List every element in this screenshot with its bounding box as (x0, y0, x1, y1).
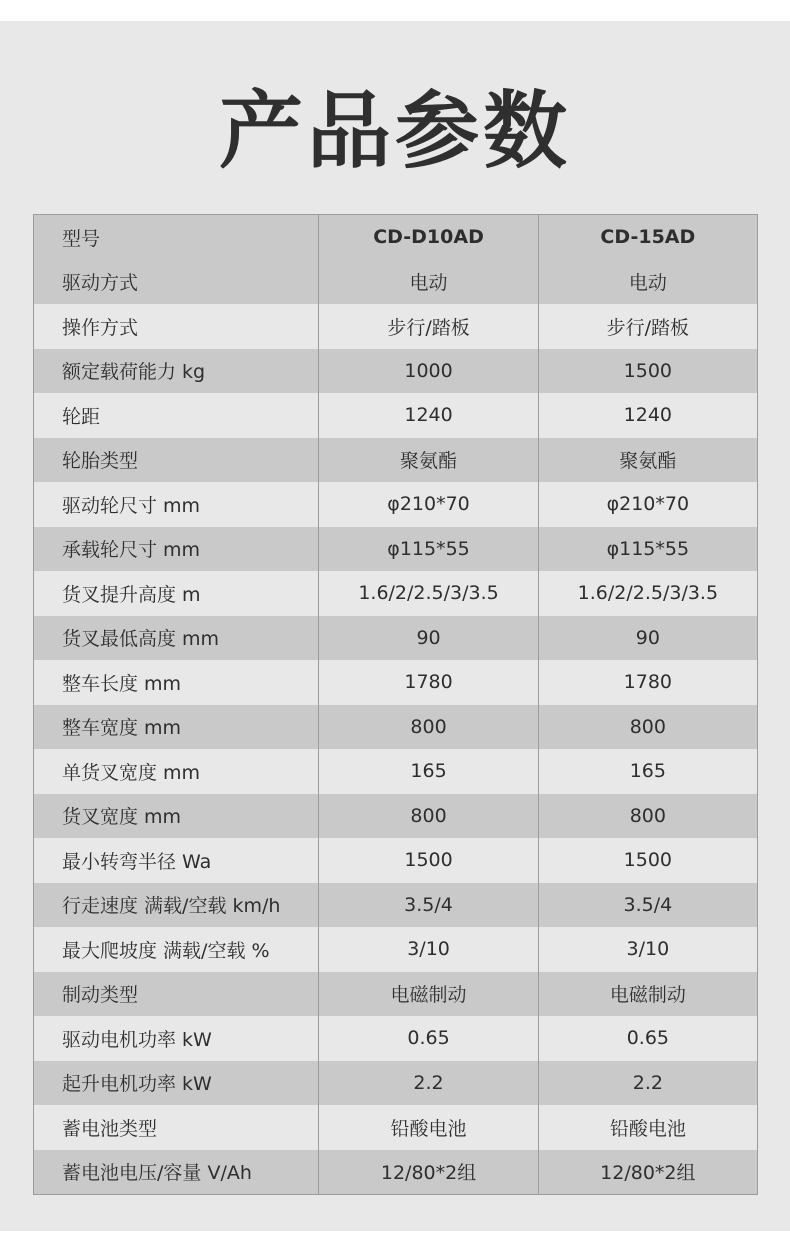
table-row (34, 660, 758, 705)
row-value: 电磁制动 (319, 972, 538, 1017)
spec-table (33, 214, 758, 1195)
row-label: 货叉最低高度 mm (62, 628, 220, 651)
row-value: 90 (319, 616, 538, 661)
table-row (34, 705, 758, 750)
table-row (34, 927, 758, 972)
row-label: 蓄电池电压/容量 V/Ah (62, 1162, 252, 1185)
row-value: 165 (538, 749, 757, 794)
row-value: 2.2 (538, 1061, 757, 1106)
table-row (34, 349, 758, 394)
row-label: 货叉提升高度 m (62, 583, 201, 606)
table-row (34, 838, 758, 883)
row-value: 铅酸电池 (319, 1105, 538, 1150)
row-value: φ210*70 (538, 482, 757, 527)
row-value: φ210*70 (319, 482, 538, 527)
table-row (34, 260, 758, 305)
row-value: 12/80*2组 (538, 1150, 757, 1195)
row-label: 操作方式 (62, 316, 139, 339)
row-value: 0.65 (319, 1016, 538, 1061)
row-label: 承载轮尺寸 mm (62, 539, 201, 562)
row-value: 12/80*2组 (319, 1150, 538, 1195)
row-label: 驱动轮尺寸 mm (62, 494, 201, 517)
row-value: φ115*55 (538, 527, 757, 572)
row-value: 1240 (538, 393, 757, 438)
table-row (34, 482, 758, 527)
row-value: 800 (538, 794, 757, 839)
table-header-row (34, 215, 758, 260)
row-label: 单货叉宽度 mm (62, 761, 201, 784)
row-value: 步行/踏板 (538, 304, 757, 349)
row-value: 3/10 (538, 927, 757, 972)
row-label: 整车宽度 mm (62, 717, 182, 740)
table-row (34, 1150, 758, 1195)
table-row (34, 304, 758, 349)
row-value: 90 (538, 616, 757, 661)
row-value: 2.2 (319, 1061, 538, 1106)
table-row (34, 1061, 758, 1106)
table-row (34, 438, 758, 483)
row-value: 3.5/4 (538, 883, 757, 928)
row-value: 1240 (319, 393, 538, 438)
row-label: 最小转弯半径 Wa (62, 850, 212, 873)
row-label: 额定载荷能力 kg (62, 361, 206, 384)
row-label: 整车长度 mm (62, 672, 182, 695)
row-value: φ115*55 (319, 527, 538, 572)
row-value: 800 (538, 705, 757, 750)
table-row (34, 1105, 758, 1150)
row-label: 最大爬坡度 满载/空载 % (62, 939, 270, 962)
row-value: 聚氨酯 (319, 438, 538, 483)
model-name: CD-D10AD (319, 215, 538, 260)
table-row (34, 1016, 758, 1061)
table-row (34, 616, 758, 661)
table-row (34, 527, 758, 572)
table-row (34, 393, 758, 438)
row-value: 1500 (319, 838, 538, 883)
row-label: 起升电机功率 kW (62, 1073, 212, 1096)
row-value: 1.6/2/2.5/3/3.5 (538, 571, 757, 616)
spec-sheet-panel (0, 21, 790, 1231)
row-value: 1.6/2/2.5/3/3.5 (319, 571, 538, 616)
row-value: 165 (319, 749, 538, 794)
row-value: 步行/踏板 (319, 304, 538, 349)
page-title: 产品参数 (218, 82, 571, 180)
row-value: 1500 (538, 838, 757, 883)
row-value: 电磁制动 (538, 972, 757, 1017)
row-label: 轮胎类型 (62, 450, 139, 473)
row-value: 1780 (319, 660, 538, 705)
row-value: 电动 (319, 260, 538, 305)
row-value: 800 (319, 705, 538, 750)
table-row (34, 972, 758, 1017)
row-label: 蓄电池类型 (62, 1117, 158, 1140)
row-value: 1500 (538, 349, 757, 394)
row-label: 驱动方式 (62, 272, 139, 295)
table-row (34, 883, 758, 928)
row-label: 行走速度 满载/空载 km/h (62, 895, 281, 918)
row-label: 货叉宽度 mm (62, 806, 182, 829)
row-label: 轮距 (62, 405, 101, 428)
row-value: 3/10 (319, 927, 538, 972)
row-label: 驱动电机功率 kW (62, 1028, 212, 1051)
table-row (34, 571, 758, 616)
row-value: 聚氨酯 (538, 438, 757, 483)
row-value: 3.5/4 (319, 883, 538, 928)
row-label: 制动类型 (62, 984, 139, 1007)
row-value: 铅酸电池 (538, 1105, 757, 1150)
table-row (34, 749, 758, 794)
row-value: 800 (319, 794, 538, 839)
model-name: CD-15AD (538, 215, 757, 260)
header-label: 型号 (62, 227, 101, 250)
row-value: 1000 (319, 349, 538, 394)
row-value: 电动 (538, 260, 757, 305)
row-value: 0.65 (538, 1016, 757, 1061)
table-row (34, 794, 758, 839)
row-value: 1780 (538, 660, 757, 705)
